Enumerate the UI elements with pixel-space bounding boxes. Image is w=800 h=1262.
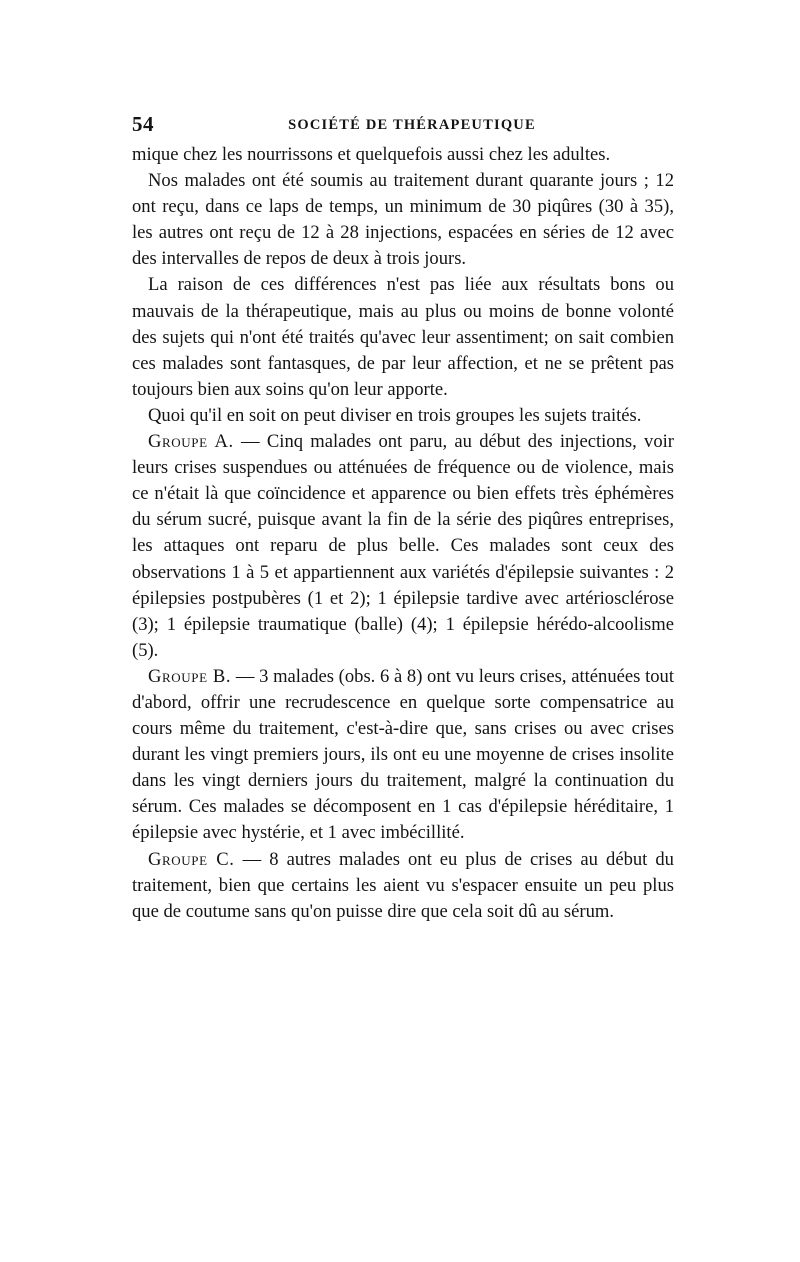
paragraph-group-b xyxy=(132,664,674,847)
paragraph-treatment-schedule xyxy=(132,168,674,272)
paragraph-text: La raison de ces différences n'est pas liée aux résultats bons ou mauvais de la thérapeutique, mais au plus ou moins de bonne volonté des sujets qui n'ont été traités qu'avec leur assentiment; on sait combien ces malades sont fantasques, de par leur affection, et ne se prêtent pas toujours bien aux soins qu'on leur apporte. xyxy=(132,274,674,400)
paragraph-groups-intro xyxy=(132,403,674,429)
group-c-label: Groupe C. xyxy=(148,848,235,870)
group-b-label: Groupe B. xyxy=(148,665,232,687)
paragraph-group-c xyxy=(132,847,674,925)
paragraph-text: Quoi qu'il en soit on peut diviser en trois groupes les sujets traités. xyxy=(148,404,642,426)
paragraph-text: — Cinq malades ont paru, au début des injections, voir leurs crises suspendues ou atténuées de fréquence ou de violence, mais ce n'était là que coïncidence et apparence ou bien effets très éphémères du sérum sucré, puisque avant la fin de la série des piqûres entreprises, les attaques ont reparu de plus belle. Ces malades sont ceux des observations 1 à 5 et appartiennent aux variétés d'épilepsie suivantes : 2 épilepsies postpubères (1 et 2); 1 épilepsie tardive avec artériosclérose (3); 1 épilepsie traumatique (balle) (4); 1 épilepsie hérédo-alcoolisme (5). xyxy=(132,431,674,661)
page-number: 54 xyxy=(132,112,154,136)
paragraph-text: — 8 autres malades ont eu plus de crises au début du traitement, bien que certains les aient vu s'espacer ensuite un peu plus que de coutume sans qu'on puisse dire que cela soit dû au sérum. xyxy=(132,848,674,922)
body-text xyxy=(132,142,674,925)
running-title: SOCIÉTÉ DE THÉRAPEUTIQUE xyxy=(288,117,536,133)
book-page xyxy=(132,112,674,925)
running-head xyxy=(132,112,674,142)
paragraph-text: Nos malades ont été soumis au traitement durant quarante jours ; 12 ont reçu, dans ce laps de temps, un minimum de 30 piqûres (30 à 35), les autres ont reçu de 12 à 28 injections, espacées en séries de 12 avec des intervalles de repos de deux à trois jours. xyxy=(132,170,674,270)
paragraph-reasons xyxy=(132,272,674,402)
group-a-label: Groupe A. xyxy=(148,431,234,453)
paragraph-group-a xyxy=(132,429,674,664)
paragraph-continuation xyxy=(132,142,674,168)
paragraph-text: — 3 malades (obs. 6 à 8) ont vu leurs crises, atténuées tout d'abord, offrir une recrudescence en quelque sorte compensatrice au cours même du traitement, c'est-à-dire que, sans crises ou avec crises durant les vingt premiers jours, ils ont eu une moyenne de crises insolite dans les vingt derniers jours du traitement, malgré la continuation du sérum. Ces malades se décomposent en 1 cas d'épilepsie héréditaire, 1 épilepsie avec hystérie, et 1 avec imbécillité. xyxy=(132,665,674,844)
paragraph-text: mique chez les nourrissons et quelquefois aussi chez les adultes. xyxy=(132,144,611,165)
